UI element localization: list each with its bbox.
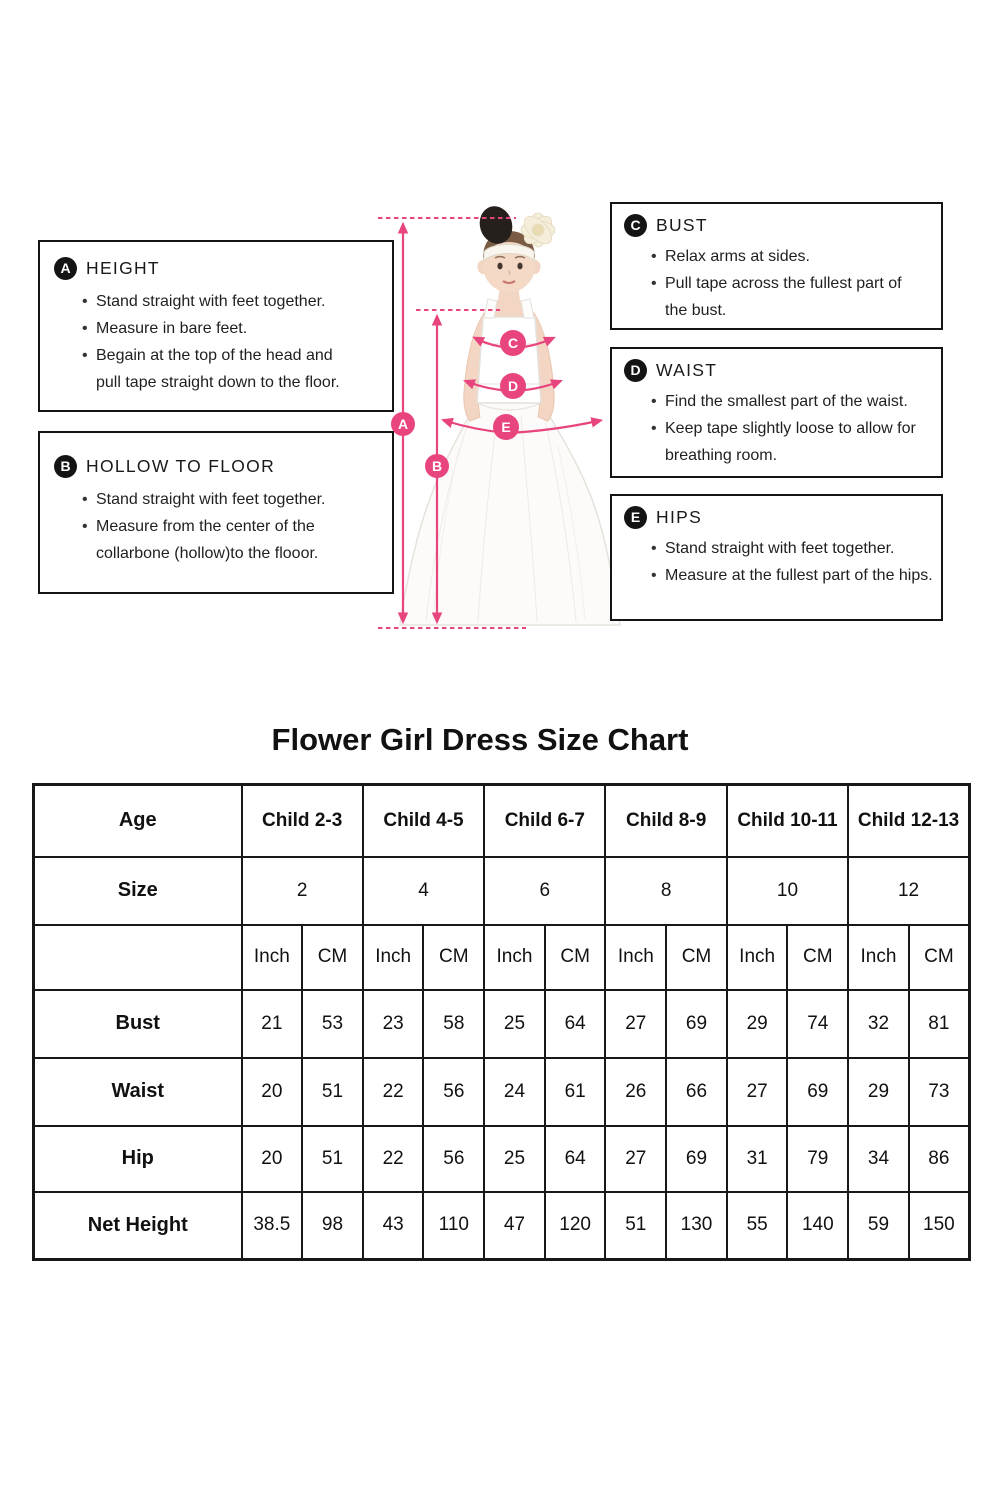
age-col: Child 10-11 (727, 785, 848, 857)
table-cell: 61 (545, 1058, 606, 1126)
table-cell: 130 (666, 1192, 727, 1260)
unit-cell: Inch (484, 925, 545, 990)
unit-cell: CM (666, 925, 727, 990)
table-cell: 64 (545, 990, 606, 1058)
table-cell: 69 (666, 990, 727, 1058)
instruction-bullet: • Keep tape slightly loose to allow for breathing room. (650, 415, 933, 469)
unit-cell: Inch (848, 925, 909, 990)
unit-cell: CM (787, 925, 848, 990)
table-cell: 59 (848, 1192, 909, 1260)
letter-badge-d: D (624, 359, 647, 382)
instruction-heading (624, 506, 933, 529)
row-label: Hip (34, 1126, 242, 1192)
table-cell: 86 (909, 1126, 970, 1192)
units-empty-cell (34, 925, 242, 990)
size-col: 12 (848, 857, 969, 925)
marker-b-letter: B (431, 458, 443, 474)
instruction-box-height (38, 240, 394, 412)
row-label: Bust (34, 990, 242, 1058)
table-cell: 25 (484, 990, 545, 1058)
table-cell: 27 (605, 990, 666, 1058)
table-cell: 24 (484, 1058, 545, 1126)
table-cell: 150 (909, 1192, 970, 1260)
table-row-age (34, 785, 970, 857)
letter-badge-a: A (54, 257, 77, 280)
table-cell: 29 (848, 1058, 909, 1126)
chart-title: Flower Girl Dress Size Chart (271, 722, 689, 757)
unit-cell: Inch (242, 925, 303, 990)
table-cell: 74 (787, 990, 848, 1058)
age-label: Age (34, 785, 242, 857)
instruction-heading (54, 257, 357, 280)
table-cell: 55 (727, 1192, 788, 1260)
instruction-heading (54, 455, 357, 478)
table-cell: 58 (423, 990, 484, 1058)
letter-badge-c: C (624, 214, 647, 237)
table-row-hip (34, 1126, 970, 1192)
marker-d-letter: D (507, 378, 519, 394)
table-cell: 23 (363, 990, 424, 1058)
instruction-bullet: • Begain at the top of the head and pull tape straight down to the floor. (81, 342, 357, 396)
instruction-bullet: • Find the smallest part of the waist. (650, 388, 933, 415)
instruction-bullet: • Measure from the center of the collarbone (hollow)to the flooor. (81, 513, 357, 567)
instruction-title-waist: WAIST (656, 360, 718, 380)
unit-cell: CM (423, 925, 484, 990)
age-col: Child 12-13 (848, 785, 969, 857)
instruction-box-hips (610, 494, 943, 621)
table-row-waist (34, 1058, 970, 1126)
instruction-title-hollow: HOLLOW TO FLOOR (86, 456, 276, 476)
table-cell: 34 (848, 1126, 909, 1192)
instruction-title-bust: BUST (656, 215, 708, 235)
age-col: Child 2-3 (242, 785, 363, 857)
instruction-heading (624, 214, 916, 237)
unit-cell: Inch (363, 925, 424, 990)
size-table (32, 783, 971, 1261)
marker-c-letter: C (507, 335, 519, 351)
table-cell: 120 (545, 1192, 606, 1260)
size-col: 2 (242, 857, 363, 925)
table-cell: 32 (848, 990, 909, 1058)
table-cell: 47 (484, 1192, 545, 1260)
row-label: Waist (34, 1058, 242, 1126)
instruction-bullet: • Relax arms at sides. (650, 243, 916, 270)
table-row-bust (34, 990, 970, 1058)
instruction-heading (624, 359, 933, 382)
table-cell: 56 (423, 1126, 484, 1192)
marker-a-letter: A (397, 416, 409, 432)
table-row-units (34, 925, 970, 990)
table-cell: 79 (787, 1126, 848, 1192)
table-cell: 31 (727, 1126, 788, 1192)
table-cell: 22 (363, 1058, 424, 1126)
unit-cell: Inch (727, 925, 788, 990)
table-cell: 51 (605, 1192, 666, 1260)
table-cell: 69 (787, 1058, 848, 1126)
table-cell: 73 (909, 1058, 970, 1126)
instruction-bullet: • Pull tape across the fullest part of the bust. (650, 270, 916, 324)
table-cell: 66 (666, 1058, 727, 1126)
letter-badge-b: B (54, 455, 77, 478)
table-cell: 64 (545, 1126, 606, 1192)
table-cell: 53 (302, 990, 363, 1058)
table-cell: 21 (242, 990, 303, 1058)
age-col: Child 6-7 (484, 785, 605, 857)
unit-cell: Inch (605, 925, 666, 990)
table-cell: 38.5 (242, 1192, 303, 1260)
instruction-title-height: HEIGHT (86, 258, 160, 278)
marker-e-letter: E (501, 419, 511, 435)
table-cell: 27 (727, 1058, 788, 1126)
instruction-title-hips: HIPS (656, 507, 703, 527)
instruction-bullet: • Measure in bare feet. (81, 315, 357, 342)
flower-girl-photo (397, 202, 620, 625)
size-col: 4 (363, 857, 484, 925)
unit-cell: CM (909, 925, 970, 990)
instruction-bullet: • Stand straight with feet together. (81, 288, 357, 315)
unit-cell: CM (302, 925, 363, 990)
table-row-size (34, 857, 970, 925)
table-cell: 26 (605, 1058, 666, 1126)
table-cell: 43 (363, 1192, 424, 1260)
table-cell: 25 (484, 1126, 545, 1192)
instruction-bullet: • Stand straight with feet together. (81, 486, 357, 513)
table-cell: 98 (302, 1192, 363, 1260)
letter-badge-e: E (624, 506, 647, 529)
instruction-bullet: • Measure at the fullest part of the hips. (650, 562, 933, 589)
table-cell: 20 (242, 1058, 303, 1126)
age-col: Child 8-9 (605, 785, 726, 857)
size-col: 8 (605, 857, 726, 925)
row-label: Net Height (34, 1192, 242, 1260)
table-cell: 20 (242, 1126, 303, 1192)
instruction-bullet: • Stand straight with feet together. (650, 535, 933, 562)
size-col: 6 (484, 857, 605, 925)
unit-cell: CM (545, 925, 606, 990)
age-col: Child 4-5 (363, 785, 484, 857)
instruction-box-hollow-to-floor (38, 431, 394, 594)
table-cell: 51 (302, 1058, 363, 1126)
size-col: 10 (727, 857, 848, 925)
table-cell: 140 (787, 1192, 848, 1260)
table-row-net-height (34, 1192, 970, 1260)
size-label: Size (34, 857, 242, 925)
table-cell: 27 (605, 1126, 666, 1192)
instruction-box-bust (610, 202, 943, 330)
table-cell: 51 (302, 1126, 363, 1192)
table-cell: 69 (666, 1126, 727, 1192)
table-cell: 110 (423, 1192, 484, 1260)
table-cell: 56 (423, 1058, 484, 1126)
table-cell: 22 (363, 1126, 424, 1192)
table-cell: 29 (727, 990, 788, 1058)
table-cell: 81 (909, 990, 970, 1058)
instruction-box-waist (610, 347, 943, 478)
